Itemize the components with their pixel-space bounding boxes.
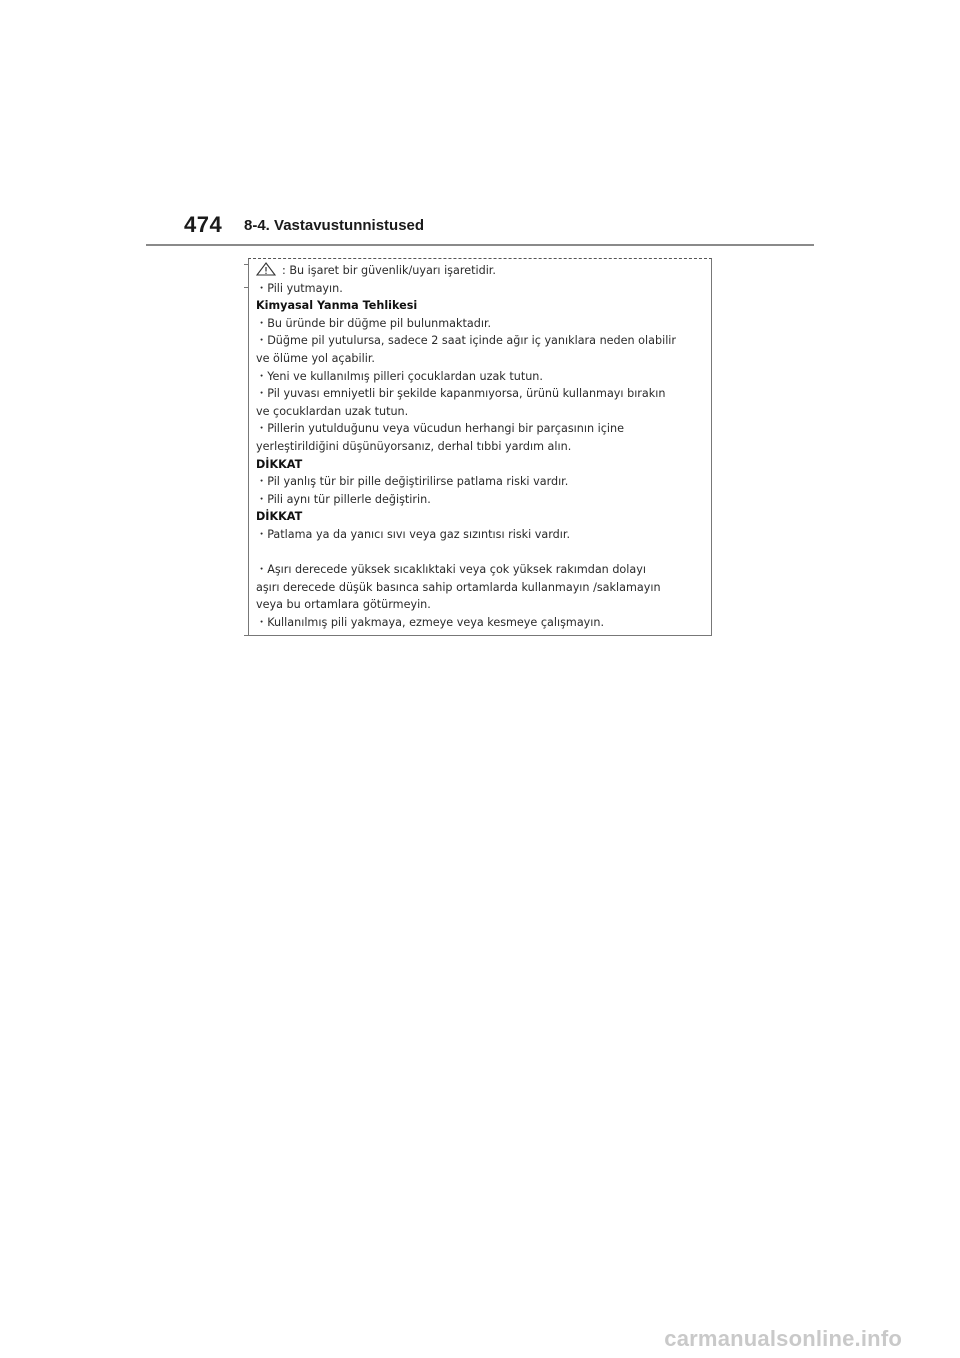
warning-line — [256, 368, 708, 386]
box-corner-tick — [244, 635, 249, 636]
warning-line — [256, 526, 708, 544]
warning-line-text: ・Aşırı derecede yüksek sıcaklıktaki veya çok yüksek rakımdan dolayı — [256, 563, 646, 577]
page-number: 474 — [184, 212, 223, 237]
warning-line — [256, 315, 708, 333]
warning-triangle-icon — [256, 262, 276, 276]
warning-line-text: ・Pil yanlış tür bir pille değiştirilirse patlama riski vardır. — [256, 475, 569, 489]
header-rule — [146, 244, 814, 246]
warning-line — [256, 403, 708, 421]
warning-line — [256, 350, 708, 368]
warning-line-text: ve ölüme yol açabilir. — [256, 351, 375, 365]
warning-text — [256, 262, 708, 631]
warning-line — [256, 491, 708, 509]
warning-line — [256, 280, 708, 298]
warning-line — [256, 385, 708, 403]
warning-line-text: Kimyasal Yanma Tehlikesi — [256, 299, 418, 313]
warning-line-text: ・Patlama ya da yanıcı sıvı veya gaz sızıntısı riski vardır. — [256, 527, 571, 541]
watermark: carmanualsonline.info — [664, 1326, 902, 1351]
warning-line-text: ・Pillerin yutulduğunu veya vücudun herhangi bir parçasının içine — [256, 422, 624, 436]
warning-line-text: ・Pili yutmayın. — [256, 281, 343, 295]
warning-line-text: ・Kullanılmış pili yakmaya, ezmeye veya kesmeye çalışmayın. — [256, 615, 605, 629]
warning-heading — [256, 456, 708, 474]
warning-line — [256, 262, 708, 280]
warning-line-text: yerleştirildiğini düşünüyorsanız, derhal tıbbi yardım alın. — [256, 439, 572, 453]
box-corner-tick — [244, 287, 249, 288]
warning-line — [256, 332, 708, 350]
warning-line-text: : Bu işaret bir güvenlik/uyarı işaretidir. — [282, 264, 496, 277]
warning-line — [256, 473, 708, 491]
warning-heading — [256, 508, 708, 526]
warning-line-text: ・Düğme pil yutulursa, sadece 2 saat içinde ağır iç yanıklara neden olabilir — [256, 334, 677, 348]
section-title: 8-4. Vastavustunnistused — [244, 217, 425, 234]
warning-line-text: ve çocuklardan uzak tutun. — [256, 404, 409, 418]
warning-line — [256, 544, 708, 562]
warning-line-text: ・Bu üründe bir düğme pil bulunmaktadır. — [256, 316, 492, 330]
warning-line — [256, 420, 708, 438]
warning-line-text: ・Yeni ve kullanılmış pilleri çocuklardan uzak tutun. — [256, 369, 543, 383]
warning-line-text: veya bu ortamlara götürmeyin. — [256, 598, 431, 612]
warning-line — [256, 561, 708, 579]
warning-line — [256, 438, 708, 456]
warning-line — [256, 579, 708, 597]
warning-line-text: aşırı derecede düşük basınca sahip ortamlarda kullanmayın /saklamayın — [256, 580, 661, 594]
warning-line — [256, 596, 708, 614]
warning-line-text: DİKKAT — [256, 457, 303, 471]
box-corner-tick — [244, 264, 249, 265]
warning-line-text: ・Pil yuvası emniyetli bir şekilde kapanmıyorsa, ürünü kullanmayı bırakın — [256, 387, 666, 401]
warning-line-text: ・Pili aynı tür pillerle değiştirin. — [256, 492, 431, 506]
warning-line-text: DİKKAT — [256, 510, 303, 524]
warning-line — [256, 614, 708, 632]
warning-heading — [256, 297, 708, 315]
